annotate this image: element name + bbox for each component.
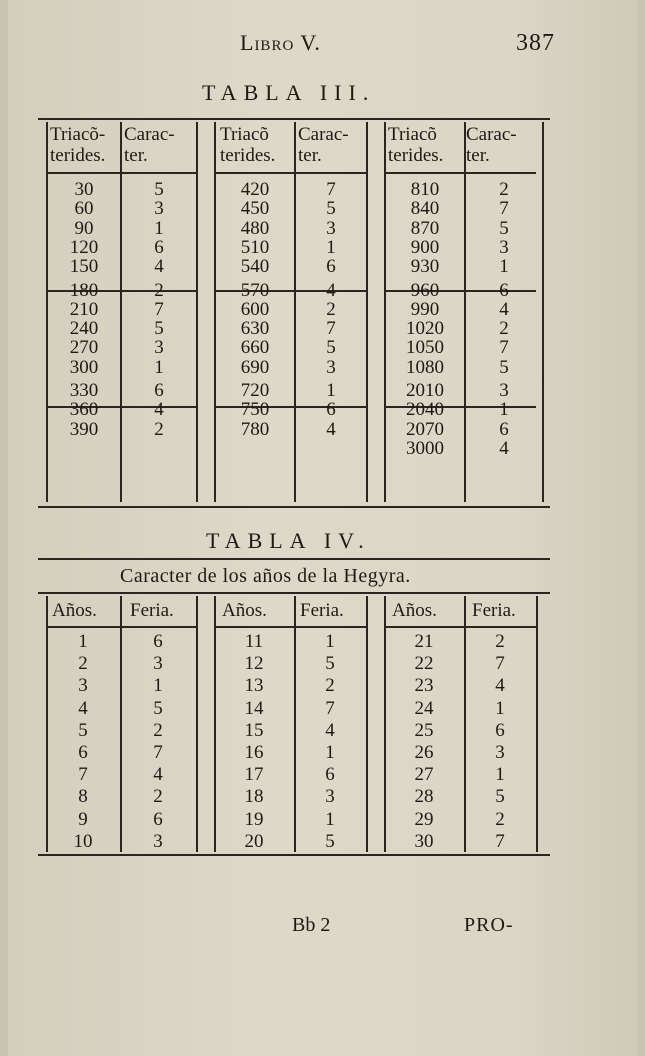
tabla-iii-caracter-cell: 4 bbox=[154, 399, 164, 421]
tabla-iv-anos-cell: 16 bbox=[244, 742, 264, 763]
tabla-iii-caracter-cell: 7 bbox=[326, 179, 336, 200]
tabla-iv-anos-cell: 15 bbox=[244, 719, 264, 741]
tabla-iii-triacoterides-cell: 1080 bbox=[406, 356, 444, 378]
tabla-iii-column-rule bbox=[384, 122, 386, 502]
tabla-iii-caracter-cell: 1 bbox=[326, 380, 336, 401]
tabla-iv-anos-cell: 3 bbox=[78, 675, 88, 697]
tabla-iii-column-rule bbox=[542, 122, 544, 502]
tabla-iii-bottom-rule bbox=[38, 506, 550, 508]
tabla-iii-triacoterides-cell: 420 bbox=[240, 179, 270, 200]
tabla-iv-header-feria-1: Feria. bbox=[130, 600, 174, 621]
tabla-iii-triacoterides-cell: 3000 bbox=[406, 437, 444, 459]
tabla-iii-column-rule bbox=[294, 122, 296, 502]
tabla-iii-caracter-cell: 6 bbox=[326, 399, 336, 421]
tabla-iii-triacoterides-cell: 270 bbox=[69, 337, 99, 359]
tabla-iii-caracter-cell: 6 bbox=[499, 279, 509, 301]
tabla-iii-triacoterides-cell: 750 bbox=[240, 399, 270, 421]
tabla-iii-triacoterides-cell: 510 bbox=[240, 236, 270, 258]
tabla-iii-caracter-cell: 5 bbox=[499, 356, 509, 378]
tabla-iii-caracter-cell: 5 bbox=[326, 198, 336, 220]
tabla-iii-triacoterides-cell: 30 bbox=[74, 179, 94, 200]
tabla-iv-feria-cell: 7 bbox=[153, 742, 163, 763]
tabla-iv-feria-cell: 3 bbox=[153, 830, 163, 852]
tabla-iv-anos-cell: 26 bbox=[414, 742, 434, 763]
tabla-iv-feria-cell: 5 bbox=[325, 653, 335, 675]
tabla-iii-column-rule bbox=[366, 122, 368, 502]
tabla-iv-caption: Caracter de los años de la Hegyra. bbox=[120, 565, 411, 587]
tabla-iv-anos-cell: 8 bbox=[78, 786, 88, 808]
tabla-iv-anos-cell: 12 bbox=[244, 653, 264, 675]
tabla-iii-triacoterides-cell: 960 bbox=[410, 279, 440, 301]
tabla-iv-anos-cell: 5 bbox=[78, 719, 88, 741]
tabla-iv-anos-cell: 6 bbox=[78, 742, 88, 763]
tabla-iv-feria-cell: 3 bbox=[153, 653, 163, 675]
page-number: 387 bbox=[516, 30, 555, 56]
tabla-iii-triacoterides-cell: 810 bbox=[410, 179, 440, 200]
tabla-iii-header-triacoterides-2: Triacõ terides. bbox=[220, 124, 276, 166]
tabla-iv-feria-cell: 6 bbox=[495, 719, 505, 741]
tabla-iii-triacoterides-cell: 2070 bbox=[406, 418, 444, 440]
catchword: PRO- bbox=[464, 914, 514, 936]
tabla-iii-caracter-cell: 2 bbox=[154, 279, 164, 301]
tabla-iii-caracter-cell: 4 bbox=[326, 418, 336, 440]
tabla-iv-feria-cell: 3 bbox=[325, 786, 335, 808]
tabla-iii-header-caracter-3: Carac- ter. bbox=[466, 124, 517, 166]
tabla-iv-feria-cell: 2 bbox=[153, 719, 163, 741]
tabla-iii-triacoterides-cell: 390 bbox=[69, 418, 99, 440]
tabla-iii-title: TABLA III. bbox=[202, 80, 376, 105]
tabla-iii-triacoterides-cell: 720 bbox=[240, 380, 270, 401]
tabla-iv-feria-cell: 5 bbox=[153, 697, 163, 719]
tabla-iv-anos-cell: 18 bbox=[244, 786, 264, 808]
tabla-iii-triacoterides-cell: 570 bbox=[240, 279, 270, 301]
tabla-iii-triacoterides-cell: 450 bbox=[240, 198, 270, 220]
tabla-iii-caracter-cell: 6 bbox=[154, 380, 164, 401]
tabla-iv-feria-cell: 4 bbox=[153, 764, 163, 786]
tabla-iii-triacoterides-cell: 630 bbox=[240, 318, 270, 340]
tabla-iii-triacoterides-cell: 300 bbox=[69, 356, 99, 378]
tabla-iii-caracter-cell: 6 bbox=[326, 256, 336, 278]
tabla-iii-caracter-cell: 7 bbox=[499, 198, 509, 220]
tabla-iv-caption-rule bbox=[38, 592, 550, 594]
tabla-iv-feria-cell: 4 bbox=[325, 719, 335, 741]
tabla-iv-feria-cell: 5 bbox=[325, 830, 335, 852]
tabla-iv-anos-cell: 22 bbox=[414, 653, 434, 675]
signature-mark: Bb 2 bbox=[292, 914, 331, 936]
tabla-iv-anos-cell: 9 bbox=[78, 808, 88, 830]
tabla-iv-header-rule-2 bbox=[216, 626, 366, 628]
tabla-iv-anos-cell: 27 bbox=[414, 764, 434, 786]
tabla-iv-feria-cell: 3 bbox=[495, 742, 505, 763]
tabla-iii-column-rule bbox=[120, 122, 122, 502]
tabla-iv-anos-cell: 28 bbox=[414, 786, 434, 808]
tabla-iii-caracter-cell: 2 bbox=[499, 179, 509, 200]
tabla-iv-anos-cell: 23 bbox=[414, 675, 434, 697]
tabla-iii-triacoterides-cell: 330 bbox=[69, 380, 99, 401]
tabla-iii-triacoterides-cell: 660 bbox=[240, 337, 270, 359]
tabla-iii-triacoterides-cell: 780 bbox=[240, 418, 270, 440]
tabla-iv-column-rule bbox=[196, 596, 198, 852]
tabla-iii-caracter-cell: 3 bbox=[154, 198, 164, 220]
tabla-iv-header-feria-3: Feria. bbox=[472, 600, 516, 621]
tabla-iv-header-anos-3: Años. bbox=[392, 600, 437, 621]
tabla-iii-caracter-cell: 5 bbox=[154, 318, 164, 340]
tabla-iv-feria-cell: 4 bbox=[495, 675, 505, 697]
tabla-iv-feria-cell: 2 bbox=[325, 675, 335, 697]
tabla-iv-anos-cell: 29 bbox=[414, 808, 434, 830]
tabla-iv-anos-cell: 1 bbox=[78, 631, 88, 652]
tabla-iv-anos-cell: 14 bbox=[244, 697, 264, 719]
tabla-iii-triacoterides-cell: 600 bbox=[240, 298, 270, 320]
tabla-iii-caracter-cell: 3 bbox=[326, 356, 336, 378]
tabla-iii-header-triacoterides-3: Triacõ terides. bbox=[388, 124, 444, 166]
tabla-iv-feria-cell: 1 bbox=[495, 697, 505, 719]
tabla-iv-anos-cell: 17 bbox=[244, 764, 264, 786]
tabla-iv-column-rule bbox=[536, 596, 538, 852]
tabla-iii-caracter-cell: 4 bbox=[499, 437, 509, 459]
tabla-iii-column-rule bbox=[46, 122, 48, 502]
tabla-iii-triacoterides-cell: 150 bbox=[69, 256, 99, 278]
tabla-iv-header-anos-2: Años. bbox=[222, 600, 267, 621]
tabla-iii-caracter-cell: 7 bbox=[154, 298, 164, 320]
tabla-iii-caracter-cell: 7 bbox=[326, 318, 336, 340]
tabla-iii-column-rule bbox=[214, 122, 216, 502]
tabla-iii-top-rule bbox=[38, 118, 550, 120]
tabla-iv-feria-cell: 7 bbox=[495, 830, 505, 852]
tabla-iii-triacoterides-cell: 990 bbox=[410, 298, 440, 320]
tabla-iv-anos-cell: 2 bbox=[78, 653, 88, 675]
tabla-iii-triacoterides-cell: 930 bbox=[410, 256, 440, 278]
tabla-iii-column-rule bbox=[196, 122, 198, 502]
tabla-iii-header-rule-2 bbox=[216, 172, 366, 174]
tabla-iii-caracter-cell: 6 bbox=[154, 236, 164, 258]
tabla-iv-feria-cell: 1 bbox=[153, 675, 163, 697]
tabla-iii-caracter-cell: 3 bbox=[154, 337, 164, 359]
tabla-iii-triacoterides-cell: 840 bbox=[410, 198, 440, 220]
tabla-iii-caracter-cell: 1 bbox=[326, 236, 336, 258]
tabla-iv-anos-cell: 7 bbox=[78, 764, 88, 786]
tabla-iii-caracter-cell: 1 bbox=[499, 399, 509, 421]
tabla-iv-feria-cell: 6 bbox=[153, 631, 163, 652]
tabla-iii-column-rule bbox=[464, 122, 466, 502]
tabla-iii-caracter-cell: 4 bbox=[499, 298, 509, 320]
tabla-iii-triacoterides-cell: 90 bbox=[74, 217, 94, 239]
tabla-iv-anos-cell: 13 bbox=[244, 675, 264, 697]
tabla-iv-feria-cell: 7 bbox=[495, 653, 505, 675]
tabla-iii-header-rule-3 bbox=[386, 172, 536, 174]
tabla-iii-triacoterides-cell: 60 bbox=[74, 198, 94, 220]
running-head: Libro V. bbox=[240, 30, 321, 55]
tabla-iii-caracter-cell: 7 bbox=[499, 337, 509, 359]
tabla-iv-anos-cell: 11 bbox=[244, 631, 264, 652]
tabla-iii-caracter-cell: 5 bbox=[154, 179, 164, 200]
tabla-iv-header-feria-2: Feria. bbox=[300, 600, 344, 621]
tabla-iv-feria-cell: 7 bbox=[325, 697, 335, 719]
tabla-iv-title: TABLA IV. bbox=[206, 528, 371, 553]
tabla-iv-anos-cell: 24 bbox=[414, 697, 434, 719]
tabla-iv-anos-cell: 20 bbox=[244, 830, 264, 852]
tabla-iii-triacoterides-cell: 540 bbox=[240, 256, 270, 278]
tabla-iv-feria-cell: 6 bbox=[153, 808, 163, 830]
tabla-iii-caracter-cell: 2 bbox=[499, 318, 509, 340]
tabla-iv-header-rule-3 bbox=[386, 626, 536, 628]
book-page bbox=[8, 0, 638, 1056]
tabla-iv-feria-cell: 1 bbox=[325, 742, 335, 763]
tabla-iii-caracter-cell: 4 bbox=[326, 279, 336, 301]
tabla-iv-anos-cell: 19 bbox=[244, 808, 264, 830]
tabla-iv-feria-cell: 5 bbox=[495, 786, 505, 808]
tabla-iii-triacoterides-cell: 690 bbox=[240, 356, 270, 378]
tabla-iii-caracter-cell: 2 bbox=[326, 298, 336, 320]
tabla-iv-feria-cell: 2 bbox=[153, 786, 163, 808]
tabla-iv-feria-cell: 6 bbox=[325, 764, 335, 786]
tabla-iv-anos-cell: 30 bbox=[414, 830, 434, 852]
tabla-iii-triacoterides-cell: 360 bbox=[69, 399, 99, 421]
tabla-iii-caracter-cell: 5 bbox=[499, 217, 509, 239]
tabla-iv-anos-cell: 25 bbox=[414, 719, 434, 741]
tabla-iii-triacoterides-cell: 480 bbox=[240, 217, 270, 239]
tabla-iii-triacoterides-cell: 210 bbox=[69, 298, 99, 320]
tabla-iii-caracter-cell: 1 bbox=[499, 256, 509, 278]
tabla-iii-triacoterides-cell: 180 bbox=[69, 279, 99, 301]
tabla-iv-header-anos-1: Años. bbox=[52, 600, 97, 621]
tabla-iii-header-caracter-2: Carac- ter. bbox=[298, 124, 349, 166]
tabla-iii-caracter-cell: 2 bbox=[154, 418, 164, 440]
tabla-iv-anos-cell: 4 bbox=[78, 697, 88, 719]
tabla-iii-triacoterides-cell: 2010 bbox=[406, 380, 444, 401]
tabla-iv-feria-cell: 2 bbox=[495, 808, 505, 830]
tabla-iv-anos-cell: 21 bbox=[414, 631, 434, 652]
tabla-iii-triacoterides-cell: 2040 bbox=[406, 399, 444, 421]
tabla-iv-feria-cell: 1 bbox=[325, 808, 335, 830]
tabla-iii-caracter-cell: 5 bbox=[326, 337, 336, 359]
tabla-iii-caracter-cell: 6 bbox=[499, 418, 509, 440]
tabla-iii-triacoterides-cell: 900 bbox=[410, 236, 440, 258]
tabla-iii-caracter-cell: 4 bbox=[154, 256, 164, 278]
tabla-iv-anos-cell: 10 bbox=[73, 830, 93, 852]
tabla-iii-caracter-cell: 1 bbox=[154, 217, 164, 239]
tabla-iv-feria-cell: 1 bbox=[495, 764, 505, 786]
tabla-iii-triacoterides-cell: 240 bbox=[69, 318, 99, 340]
tabla-iii-triacoterides-cell: 120 bbox=[69, 236, 99, 258]
tabla-iv-bottom-rule bbox=[38, 854, 550, 856]
tabla-iii-caracter-cell: 3 bbox=[499, 236, 509, 258]
tabla-iv-column-rule bbox=[366, 596, 368, 852]
tabla-iv-top-rule bbox=[38, 558, 550, 560]
tabla-iv-feria-cell: 1 bbox=[325, 631, 335, 652]
tabla-iii-header-triacoterides-1: Triacõ- terides. bbox=[50, 124, 106, 166]
tabla-iii-header-caracter-1: Carac- ter. bbox=[124, 124, 175, 166]
tabla-iii-triacoterides-cell: 870 bbox=[410, 217, 440, 239]
tabla-iv-feria-cell: 2 bbox=[495, 631, 505, 652]
tabla-iii-triacoterides-cell: 1020 bbox=[406, 318, 444, 340]
tabla-iii-caracter-cell: 3 bbox=[326, 217, 336, 239]
tabla-iii-triacoterides-cell: 1050 bbox=[406, 337, 444, 359]
tabla-iii-caracter-cell: 1 bbox=[154, 356, 164, 378]
tabla-iii-caracter-cell: 3 bbox=[499, 380, 509, 401]
